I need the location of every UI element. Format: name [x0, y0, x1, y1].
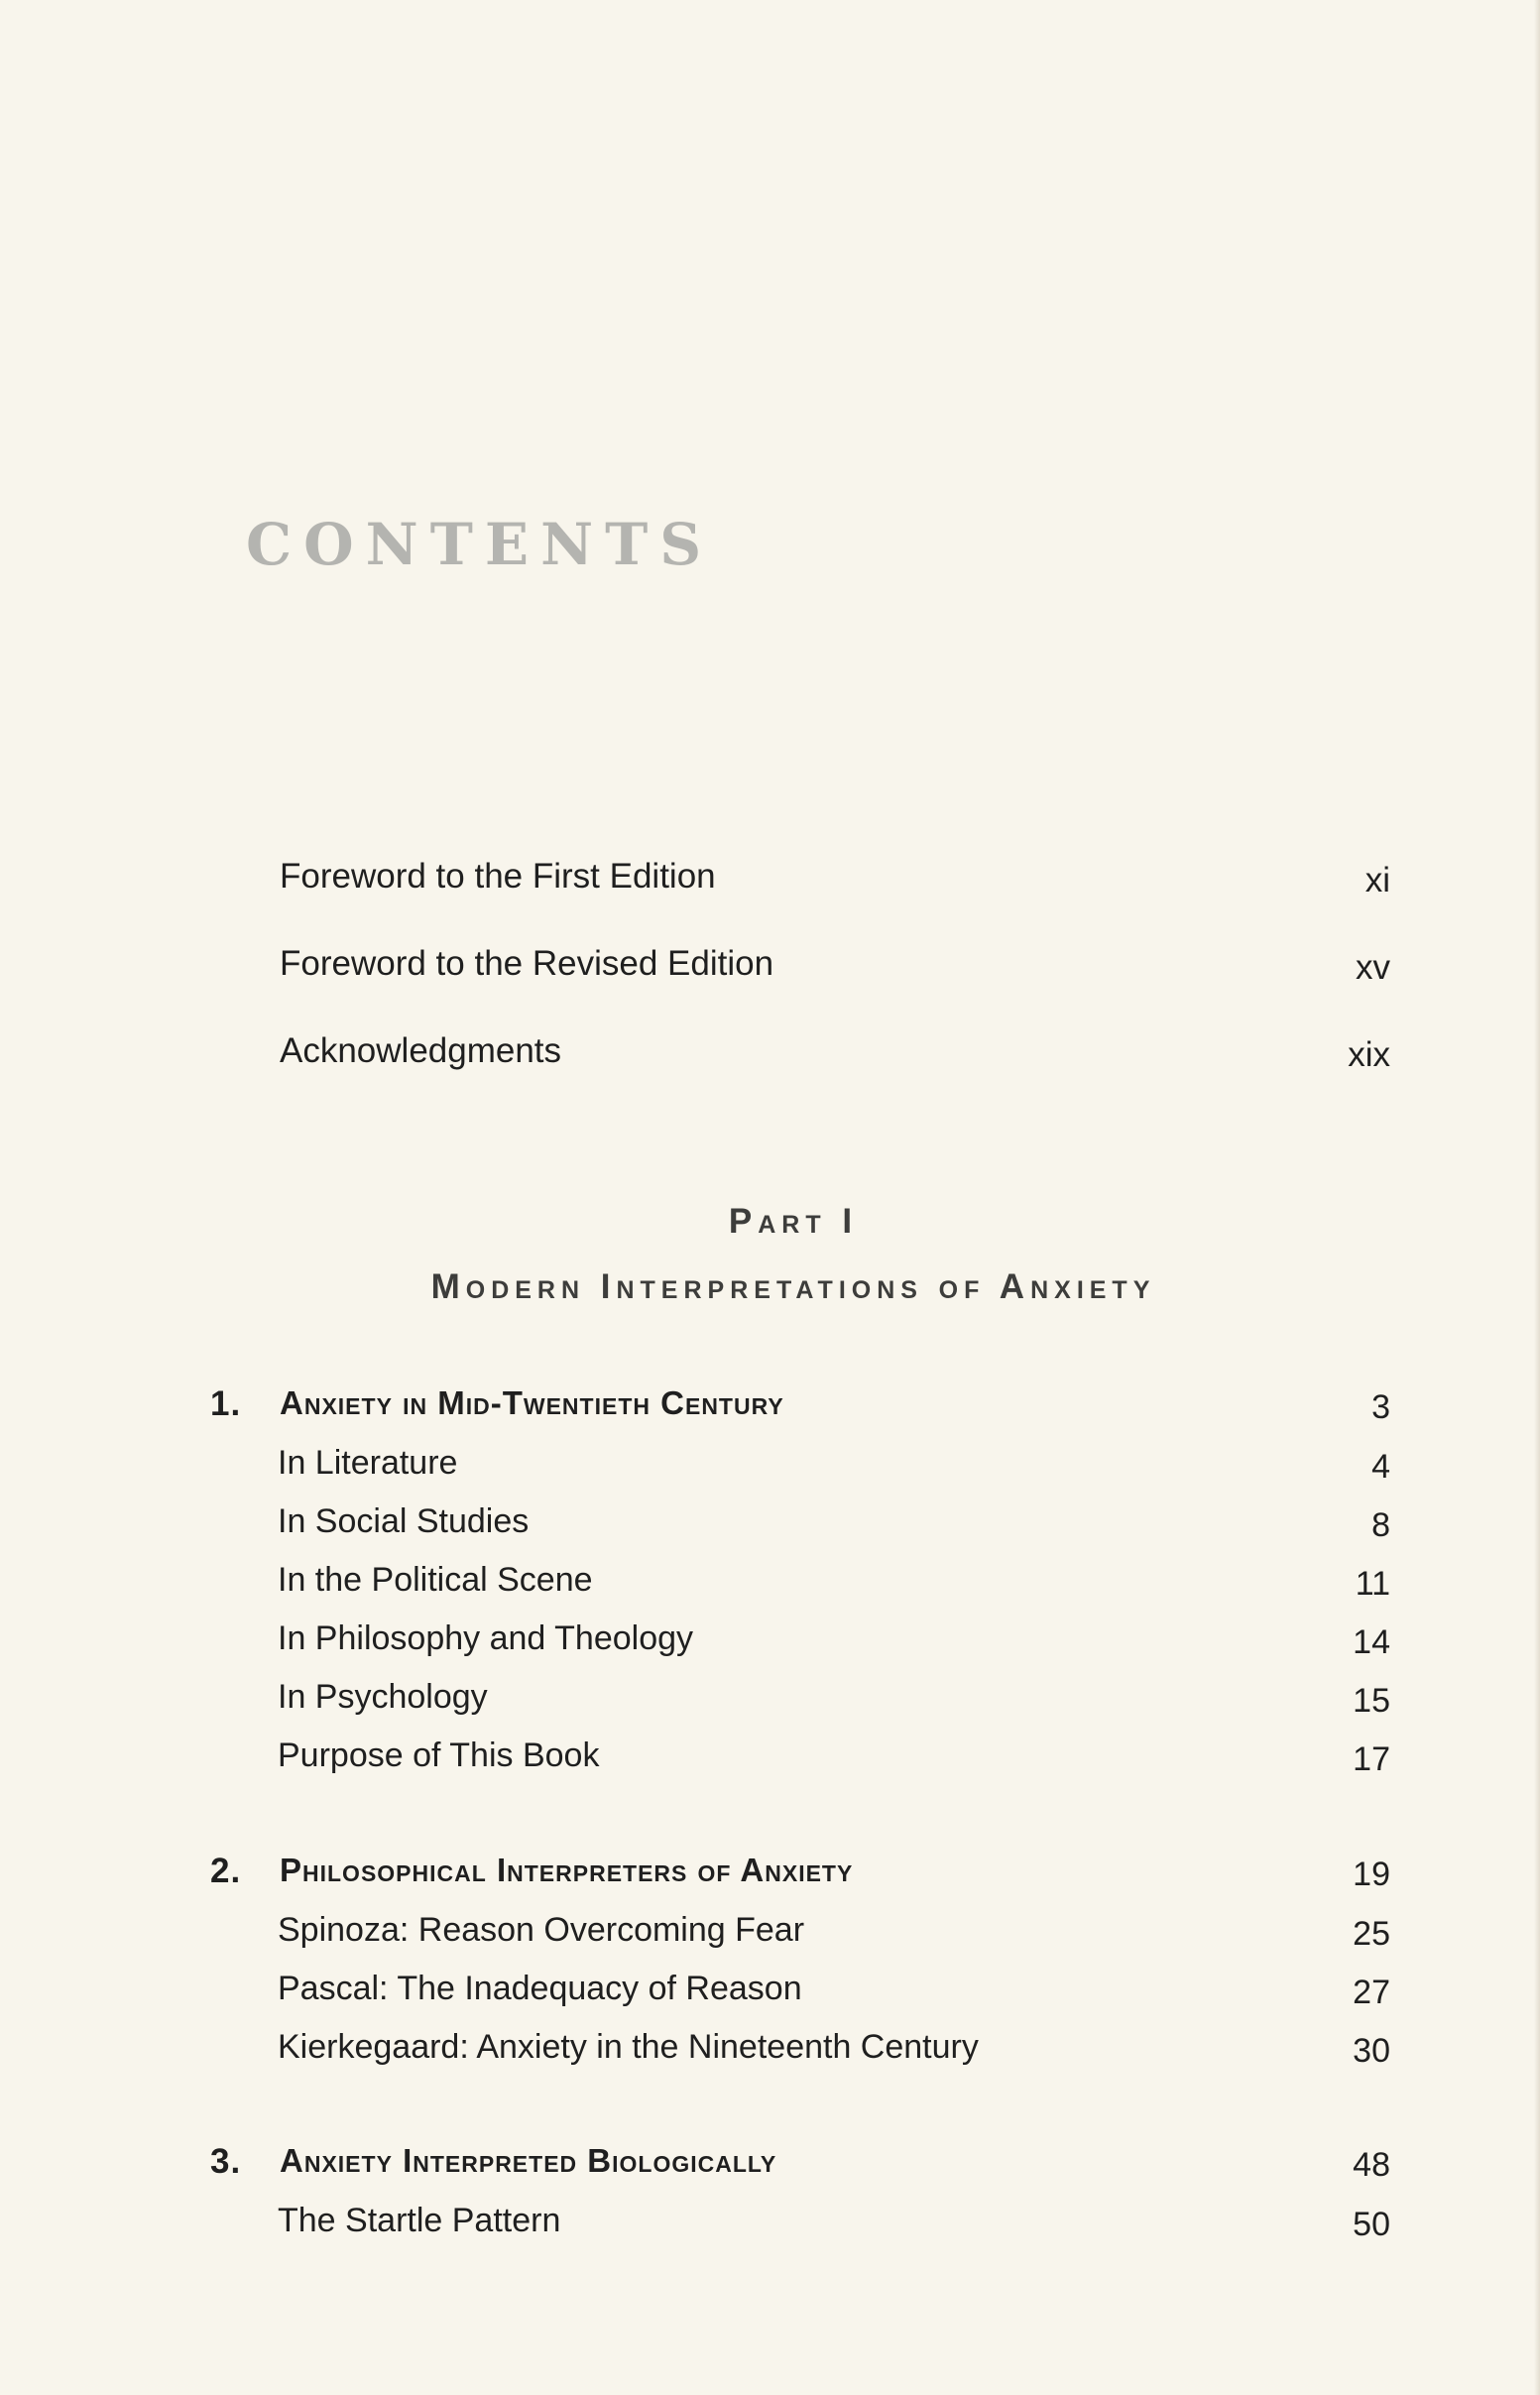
section-page: 14	[1353, 1623, 1390, 1661]
section-label: Spinoza: Reason Overcoming Fear	[278, 1911, 805, 1949]
section-page: 11	[1355, 1565, 1390, 1603]
section-entry	[278, 1970, 1390, 2025]
page-title: CONTENTS	[246, 511, 714, 578]
toc-entry-label: Acknowledgments	[280, 1031, 562, 1070]
chapter-number: 1.	[210, 1384, 242, 1423]
section-page: 15	[1353, 1682, 1390, 1720]
chapter-number: 2.	[210, 1852, 242, 1890]
chapter-heading	[210, 2142, 1390, 2198]
chapter-title: Anxiety Interpreted Biologically	[280, 2142, 777, 2179]
section-page: 50	[1353, 2206, 1390, 2243]
section-label: In Psychology	[278, 1678, 488, 1716]
chapter-page: 19	[1353, 1856, 1390, 1893]
section-page: 17	[1353, 1740, 1390, 1778]
section-entry	[278, 1444, 1390, 1499]
section-page: 4	[1371, 1448, 1390, 1486]
chapter-title: Philosophical Interpreters of Anxiety	[280, 1852, 854, 1888]
section-label: In Literature	[278, 1444, 458, 1482]
chapter-number: 3.	[210, 2142, 242, 2181]
chapter-page: 3	[1371, 1388, 1390, 1426]
section-entry	[278, 2028, 1390, 2084]
toc-entry-page: xix	[1348, 1035, 1390, 1074]
section-entry	[278, 1911, 1390, 1967]
toc-entry	[280, 1031, 1390, 1091]
section-label: The Startle Pattern	[278, 2202, 561, 2239]
section-page: 25	[1353, 1915, 1390, 1953]
toc-entry-label: Foreword to the Revised Edition	[280, 944, 774, 983]
section-entry	[278, 2202, 1390, 2257]
chapter-heading	[210, 1852, 1390, 1907]
page-edge	[1534, 0, 1540, 2395]
section-label: In Social Studies	[278, 1502, 530, 1540]
toc-entry-page: xv	[1356, 948, 1390, 987]
part-label: Part I	[728, 1202, 859, 1241]
section-label: Purpose of This Book	[278, 1736, 600, 1774]
toc-entry-page: xi	[1364, 861, 1390, 899]
section-entry	[278, 1502, 1390, 1558]
section-page: 8	[1371, 1506, 1390, 1544]
chapter-heading	[210, 1384, 1390, 1440]
section-entry	[278, 1736, 1390, 1792]
section-page: 27	[1353, 1974, 1390, 2011]
section-entry	[278, 1678, 1390, 1734]
chapter-page: 48	[1353, 2146, 1390, 2184]
section-entry	[278, 1561, 1390, 1617]
section-label: In the Political Scene	[278, 1561, 593, 1599]
part-title: Modern Interpretations of Anxiety	[430, 1267, 1156, 1306]
toc-entry-label: Foreword to the First Edition	[280, 857, 716, 896]
section-label: Kierkegaard: Anxiety in the Nineteenth Century	[278, 2028, 979, 2066]
toc-entry	[280, 944, 1390, 1004]
section-page: 30	[1353, 2032, 1390, 2070]
toc-entry	[280, 857, 1390, 916]
section-label: Pascal: The Inadequacy of Reason	[278, 1970, 802, 2007]
section-label: In Philosophy and Theology	[278, 1619, 694, 1657]
chapter-title: Anxiety in Mid-Twentieth Century	[280, 1384, 784, 1421]
section-entry	[278, 1619, 1390, 1675]
